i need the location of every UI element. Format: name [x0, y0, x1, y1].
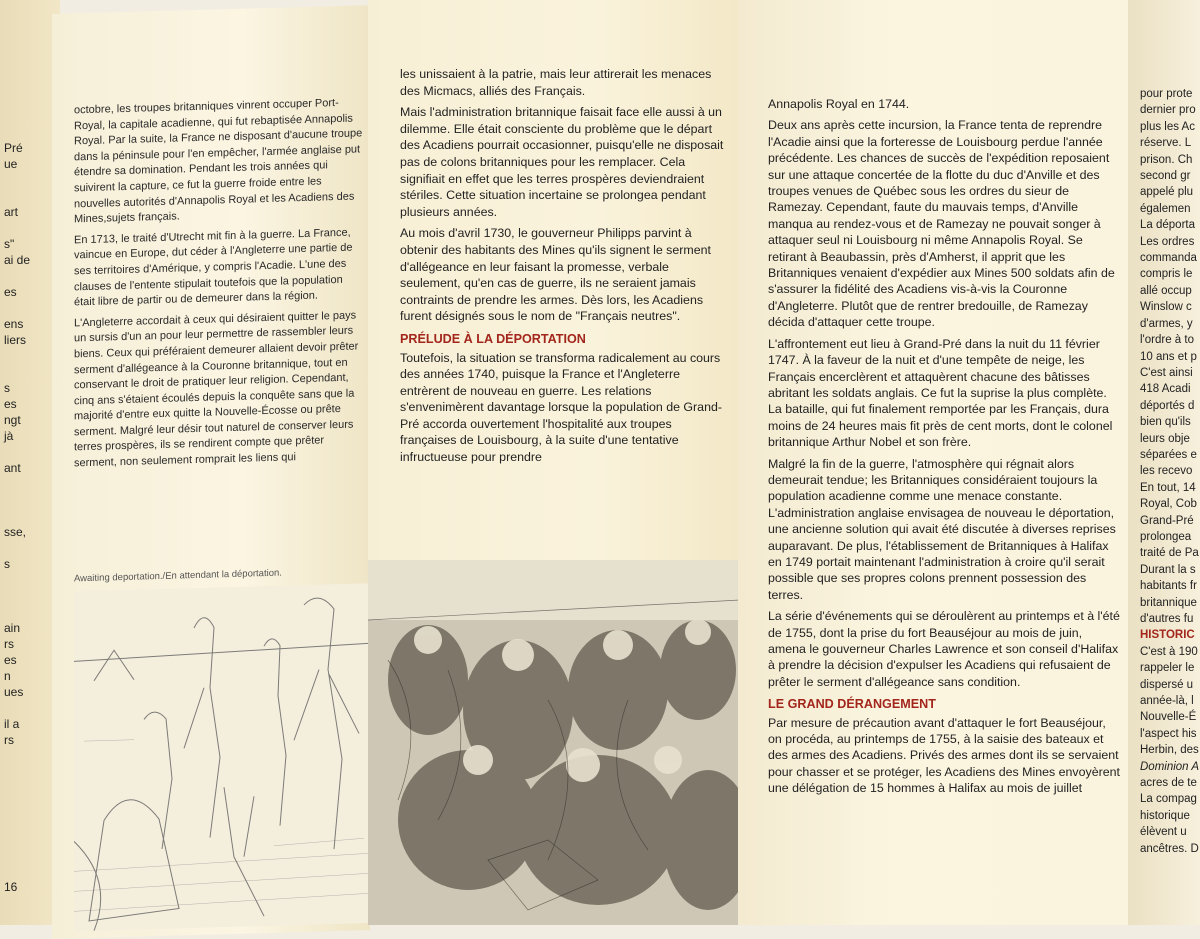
text-fragment: Les ordres — [1140, 235, 1195, 248]
text-fragment: plus les Ac — [1140, 120, 1195, 133]
text-fragment: année-là, l — [1140, 695, 1194, 708]
illustration-crowd-image — [368, 560, 740, 925]
text-fragment: Grand-Pré — [1140, 514, 1194, 527]
text-fragment: HISTORIC — [1140, 629, 1195, 642]
panel-one — [52, 5, 370, 939]
text-fragment: britannique — [1140, 596, 1197, 609]
text-fragment: s" — [4, 237, 15, 251]
section-heading-prelude: PRÉLUDE À LA DÉPORTATION — [400, 331, 586, 346]
text-fragment: il a — [4, 717, 20, 731]
paragraph: Mais l'administration britannique faisait face elle aussi à un dilemme. Elle était consciente du problème que le départ des Acadiens pourrait occasionner, puisqu'elle ne disposait pas de colons britanniques pour les remplacer. Cela signifiait en effet que les terres prospères deviendraient stériles. Cette situation incertaine se prolongea pendant plusieurs années. — [400, 105, 724, 219]
text-fragment: ai de — [4, 253, 31, 267]
panel-three-text — [768, 96, 1123, 802]
text-fragment: rappeler le — [1140, 662, 1195, 675]
text-fragment: Winslow c — [1140, 301, 1192, 314]
illustration-caption: Awaiting deportation./En attendant la déportation. — [74, 567, 282, 585]
text-fragment: réserve. L — [1140, 137, 1192, 150]
text-fragment: l'ordre à to — [1140, 334, 1194, 347]
text-fragment: Pré — [4, 141, 23, 155]
text-fragment: 418 Acadi — [1140, 383, 1191, 396]
paragraph: Au mois d'avril 1730, le gouverneur Philipps parvint à obtenir des habitants des Mines qu'ils signent le serment d'allégeance en leur faisant la promesse, verbale seulement, qu'en cas de guerre, ils ne seraient jamais contraints de prendre les armes. Dès lors, les Acadiens furent désignés sous le nom de "Français neutres". — [400, 226, 711, 324]
text-fragment: ain — [4, 621, 21, 635]
text-fragment: es — [4, 285, 17, 299]
section-heading-grand-derangement: LE GRAND DÉRANGEMENT — [768, 697, 936, 712]
right-fragment-column — [1140, 86, 1200, 857]
text-fragment: La compag — [1140, 793, 1197, 806]
text-fragment: jà — [4, 429, 14, 443]
text-fragment: prison. Ch — [1140, 153, 1193, 166]
text-fragment: leurs obje — [1140, 432, 1190, 445]
text-fragment: es — [4, 397, 17, 411]
text-fragment: 10 ans et p — [1140, 350, 1197, 363]
text-fragment: Nouvelle-É — [1140, 711, 1197, 724]
paragraph: Malgré la fin de la guerre, l'atmosphère qui régnait alors demeurait tendue; les Britanniques considéraient toujours la population acadienne comme une menace constante. L'administration anglaise envisagea de nouveau le déportation, une ancienne solution qui avait été discutée à diverses reprises auparavant. De plus, l'établissement de Britanniques à Halifax en 1749 portait maintenant l'administration à croire qu'il serait possible que ses propres colons prennent possession des terres. — [768, 456, 1116, 602]
text-fragment: compris le — [1140, 268, 1193, 281]
text-fragment: s — [4, 381, 10, 395]
paragraph: L'Angleterre accordait à ceux qui désiraient quitter le pays un sursis d'un an pour leur permettre de rassembler leurs biens. Ceux qui préféraient demeurer allaient devoir prêter serment d'allégeance à la Couronne britannique, tout en conservant le droit de pratiquer leur religion. Cependant, cinq ans s'étaient écoulés depuis la conquête sans que la majorité d'entre eux quitte la Nouvelle-Écosse ou prête serment. Malgré leur désir tout naturel de conserver leurs terres prospères, ils se rendirent compte que prêter serment, non seulement romprait les liens qui — [74, 309, 359, 470]
text-fragment: l'aspect his — [1140, 727, 1197, 740]
paragraph: L'affrontement eut lieu à Grand-Pré dans la nuit du 11 février 1747. À la faveur de la nuit et d'une tempête de neige, les Français encerclèrent et attaquèrent chacune des bâtisses abritant les soldats anglais. Ce fut la suprise la plus complète. La bataille, qui fut finalement remportée par les Français, dura moins de 24 heures mais fit près de cent morts, dont le colonel britannique Arthur Nobel et son frère. — [768, 336, 1113, 450]
text-fragment: art — [4, 205, 19, 219]
text-fragment: rs — [4, 733, 14, 747]
text-fragment: déportés d — [1140, 399, 1195, 412]
text-fragment: les recevo — [1140, 465, 1193, 478]
text-fragment: ue — [4, 157, 18, 171]
text-fragment: second gr — [1140, 170, 1191, 183]
text-fragment: Herbin, des — [1140, 744, 1199, 757]
paragraph: Deux ans après cette incursion, la France tenta de reprendre l'Acadie ainsi que la forteresse de Louisbourg perdue l'année précédente. Les chances de succès de l'expédition reposaient sur une attaque concertée de la flotte du duc d'Anville et des troupes venues de Québec sous les ordres du sieur de Ramezay. Cependant, faute du mauvais temps, d'Anville manqua au rendez-vous et de Ramezay ne pouvait songer à attaquer seul ni Louisbourg ni même Annapolis Royal. Se retirant à Beaubassin, près d'Amherst, il apprit que les Britanniques venaient d'expédier aux Mines 500 soldats afin de s'assurer la fidélité des Acadiens vis-à-vis la Couronne d'Angleterre. Plutôt que de rentrer bredouille, de Ramezay décida d'attaquer cette troupe. — [768, 118, 1115, 330]
panel-two — [368, 0, 740, 925]
text-fragment: allé occup — [1140, 284, 1192, 297]
text-fragment: ant — [4, 461, 21, 475]
right-edge-panel — [1128, 0, 1200, 925]
text-fragment: dispersé u — [1140, 678, 1194, 691]
text-fragment: La déporta — [1140, 219, 1195, 232]
text-fragment: séparées e — [1140, 448, 1197, 461]
text-fragment: pour prote — [1140, 88, 1193, 100]
text-fragment: dernier pro — [1140, 104, 1196, 117]
panel-two-text — [400, 66, 730, 471]
text-fragment: ues — [4, 685, 24, 699]
paragraph: Toutefois, la situation se transforma radicalement au cours des années 1740, puisque la France et l'Angleterre entrèrent de nouveau en guerre. Les relations s'envenimèrent davantage lorsque la population de Grand-Pré accorda ouvertement l'hospitalité aux troupes françaises de Louisbourg, à la suite d'une tentative infructueuse pour prendre — [400, 350, 722, 465]
text-fragment: d'armes, y — [1140, 317, 1193, 330]
illustration-soldiers-image — [74, 583, 370, 931]
text-fragment: En tout, 14 — [1140, 481, 1196, 494]
text-fragment: C'est à 190 — [1140, 645, 1198, 658]
text-fragment: ngt — [4, 413, 21, 427]
text-fragment: n — [4, 669, 11, 683]
paragraph: les unissaient à la patrie, mais leur attirerait les menaces des Micmacs, alliés des Français. — [400, 67, 712, 98]
text-fragment: bien qu'ils — [1140, 416, 1191, 429]
text-fragment: Royal, Cob — [1140, 498, 1197, 511]
text-fragment: appelé plu — [1140, 186, 1194, 199]
text-fragment: égalemen — [1140, 202, 1191, 215]
text-fragment: d'autres fu — [1140, 613, 1194, 625]
paragraph: Annapolis Royal en 1744. — [768, 97, 910, 111]
text-fragment: C'est ainsi — [1140, 366, 1193, 379]
paragraph: octobre, les troupes britanniques vinrent occuper Port-Royal, la capitale acadienne, qui fut rebaptisée Annapolis Royal. Par la suite, la France ne disposant d'aucune troupe dans la péninsule pour l'en empêcher, l'armée anglaise put étendre sa domination. Pendant les trois années qui suivirent la capture, ce fut la guerre froide entre les nouvelles autorités d'Annapolis Royal et les Acadiens des Mines,sujets français. — [74, 96, 363, 226]
text-fragment: commanda — [1140, 252, 1197, 265]
text-fragment: prolongea — [1140, 530, 1192, 543]
text-fragment: traité de Pa — [1140, 547, 1199, 560]
text-fragment: es — [4, 653, 17, 667]
text-fragment: sse, — [4, 525, 27, 539]
panel-three — [738, 0, 1130, 925]
text-fragment: s — [4, 557, 10, 571]
paragraph: En 1713, le traité d'Utrecht mit fin à la guerre. La France, vaincue en Europe, dut céder à l'Angleterre une partie de ses territoires d'Amérique, y compris l'Acadie. L'une des clauses de l'entente stipulait toutefois que la population était libre de partir ou de demeurer dans la région. — [74, 226, 353, 309]
text-fragment: habitants fr — [1140, 580, 1197, 593]
text-fragment: Dominion A — [1140, 760, 1200, 773]
text-fragment: Durant la s — [1140, 563, 1196, 576]
text-fragment: élèvent u — [1140, 826, 1187, 839]
left-edge-panel — [0, 0, 60, 925]
text-fragment: ancêtres. D — [1140, 842, 1199, 855]
panel-one-text — [74, 95, 364, 477]
paragraph: Par mesure de précaution avant d'attaquer le fort Beauséjour, on procéda, au printemps de 1755, à la saisie des bateaux et des armes des Acadiens. Privés des armes dont ils se servaient pour chasser et se protéger, les Acadiens des Mines envoyèrent une délégation de 15 hommes à Halifax au mois de juillet — [768, 715, 1120, 796]
text-fragment: historique — [1140, 809, 1190, 822]
text-fragment: rs — [4, 637, 14, 651]
text-fragment: ens — [4, 317, 24, 331]
text-fragment: acres de te — [1140, 777, 1197, 790]
page-number: 16 — [4, 880, 18, 894]
paragraph: La série d'événements qui se déroulèrent au printemps et à l'été de 1755, dont la prise du fort Beauséjour au mois de juin, amena le gouverneur Charles Lawrence et son conseil d'Halifax à prendre la décision d'expulser les Acadiens qui refusaient de prêter le serment d'allégeance sans condition. — [768, 609, 1120, 689]
text-fragment: liers — [4, 333, 27, 347]
